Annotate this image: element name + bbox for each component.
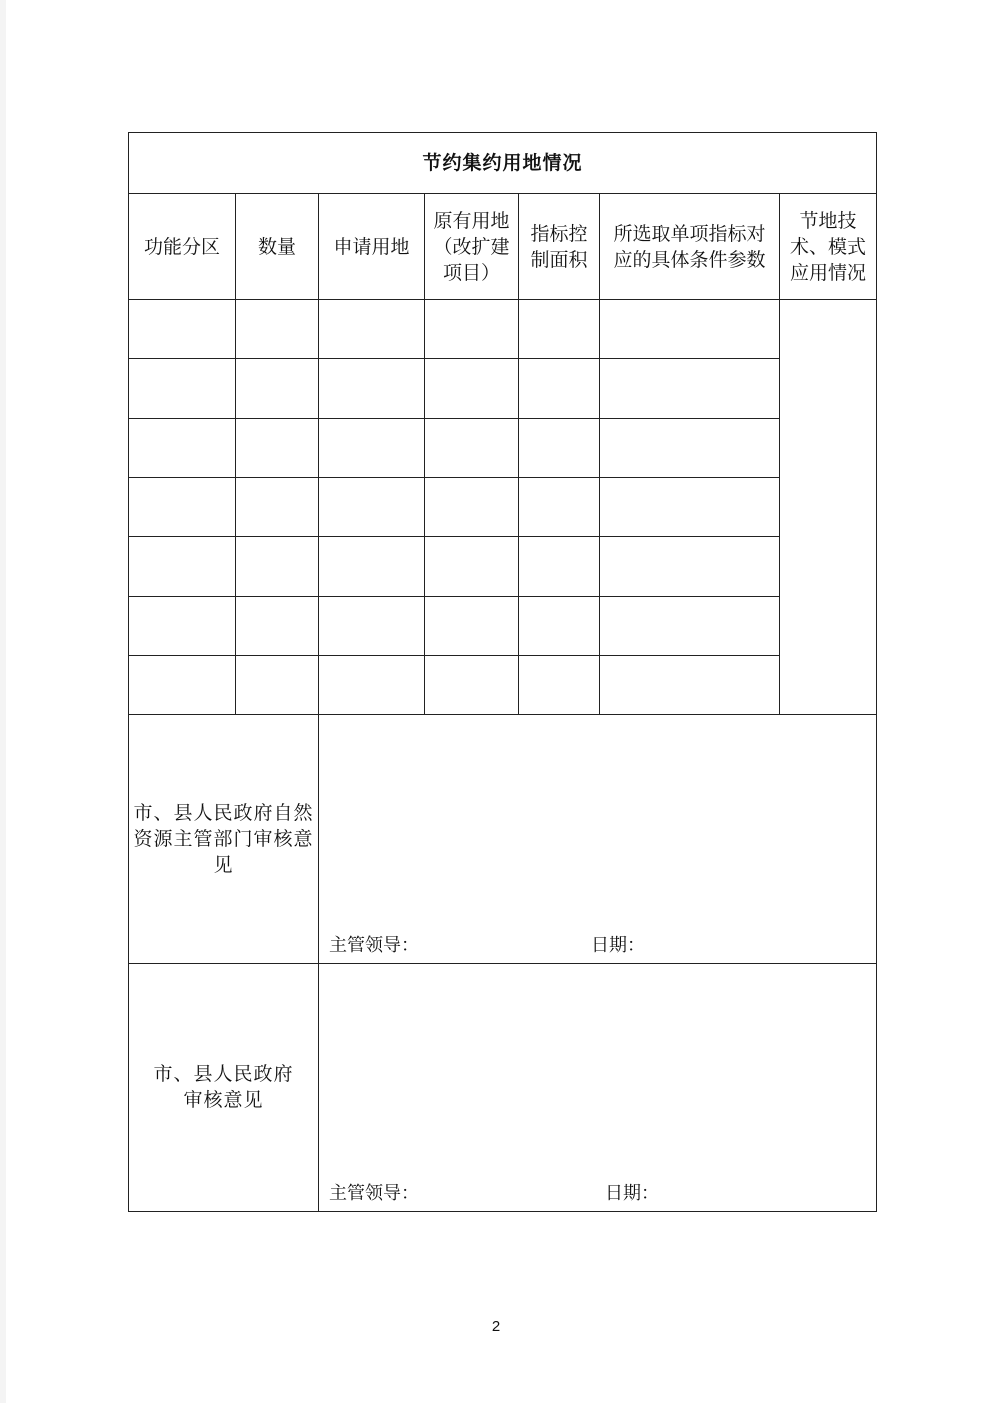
opinion-label-government: 市、县人民政府审核意见 <box>129 963 319 1211</box>
cell-existing-land[interactable] <box>425 655 519 714</box>
cell-indicator-parameters[interactable] <box>600 477 780 536</box>
cell-indicator-control-area[interactable] <box>519 596 600 655</box>
land-use-form-table <box>128 132 877 1212</box>
opinion-field-government[interactable] <box>319 963 877 1211</box>
header-quantity: 数量 <box>236 194 319 300</box>
cell-existing-land[interactable] <box>425 596 519 655</box>
leader-label: 主管领导： <box>329 934 419 956</box>
cell-existing-land[interactable] <box>425 299 519 358</box>
cell-applied-land[interactable] <box>319 477 425 536</box>
page-edge-shadow <box>0 0 6 1403</box>
form-title: 节约集约用地情况 <box>129 133 877 194</box>
header-indicator-control-area: 指标控制面积 <box>519 194 600 300</box>
cell-indicator-control-area[interactable] <box>519 537 600 596</box>
opinion-label-natural-resources: 市、县人民政府自然资源主管部门审核意见 <box>129 715 319 963</box>
cell-quantity[interactable] <box>236 537 319 596</box>
cell-applied-land[interactable] <box>319 596 425 655</box>
date-label: 日期： <box>605 1183 659 1204</box>
cell-indicator-control-area[interactable] <box>519 477 600 536</box>
cell-functional-zone[interactable] <box>129 418 236 477</box>
table-row <box>129 418 877 477</box>
cell-functional-zone[interactable] <box>129 655 236 714</box>
cell-indicator-control-area[interactable] <box>519 299 600 358</box>
opinion-row-natural-resources <box>129 715 877 963</box>
header-functional-zone: 功能分区 <box>129 194 236 300</box>
cell-quantity[interactable] <box>236 477 319 536</box>
cell-existing-land[interactable] <box>425 418 519 477</box>
cell-applied-land[interactable] <box>319 418 425 477</box>
cell-indicator-parameters[interactable] <box>600 418 780 477</box>
cell-functional-zone[interactable] <box>129 299 236 358</box>
header-existing-land: 原有用地（改扩建项目） <box>425 194 519 300</box>
cell-functional-zone[interactable] <box>129 596 236 655</box>
cell-quantity[interactable] <box>236 596 319 655</box>
table-row <box>129 359 877 418</box>
signature-line <box>329 935 866 957</box>
cell-indicator-control-area[interactable] <box>519 655 600 714</box>
signature-line <box>329 1183 866 1205</box>
header-land-saving-tech: 节地技术、模式应用情况 <box>780 194 877 300</box>
cell-quantity[interactable] <box>236 359 319 418</box>
cell-indicator-parameters[interactable] <box>600 359 780 418</box>
cell-applied-land[interactable] <box>319 655 425 714</box>
cell-indicator-parameters[interactable] <box>600 655 780 714</box>
header-indicator-parameters: 所选取单项指标对应的具体条件参数 <box>600 194 780 300</box>
date-label: 日期： <box>591 934 645 956</box>
table-row <box>129 299 877 358</box>
opinion-row-government <box>129 963 877 1211</box>
header-row <box>129 194 877 300</box>
cell-functional-zone[interactable] <box>129 359 236 418</box>
table-row <box>129 596 877 655</box>
header-applied-land: 申请用地 <box>319 194 425 300</box>
cell-indicator-parameters[interactable] <box>600 537 780 596</box>
cell-applied-land[interactable] <box>319 359 425 418</box>
cell-existing-land[interactable] <box>425 537 519 596</box>
table-row <box>129 477 877 536</box>
cell-indicator-parameters[interactable] <box>600 596 780 655</box>
cell-applied-land[interactable] <box>319 537 425 596</box>
cell-quantity[interactable] <box>236 299 319 358</box>
cell-functional-zone[interactable] <box>129 537 236 596</box>
cell-indicator-parameters[interactable] <box>600 299 780 358</box>
cell-applied-land[interactable] <box>319 299 425 358</box>
page-number: 2 <box>491 1318 501 1335</box>
cell-indicator-control-area[interactable] <box>519 359 600 418</box>
table-row <box>129 655 877 714</box>
leader-label: 主管领导： <box>329 1183 419 1204</box>
cell-quantity[interactable] <box>236 418 319 477</box>
table-row <box>129 537 877 596</box>
opinion-field-natural-resources[interactable] <box>319 715 877 963</box>
cell-functional-zone[interactable] <box>129 477 236 536</box>
cell-existing-land[interactable] <box>425 477 519 536</box>
cell-land-saving-tech-merged[interactable] <box>780 299 877 714</box>
cell-indicator-control-area[interactable] <box>519 418 600 477</box>
cell-existing-land[interactable] <box>425 359 519 418</box>
cell-quantity[interactable] <box>236 655 319 714</box>
